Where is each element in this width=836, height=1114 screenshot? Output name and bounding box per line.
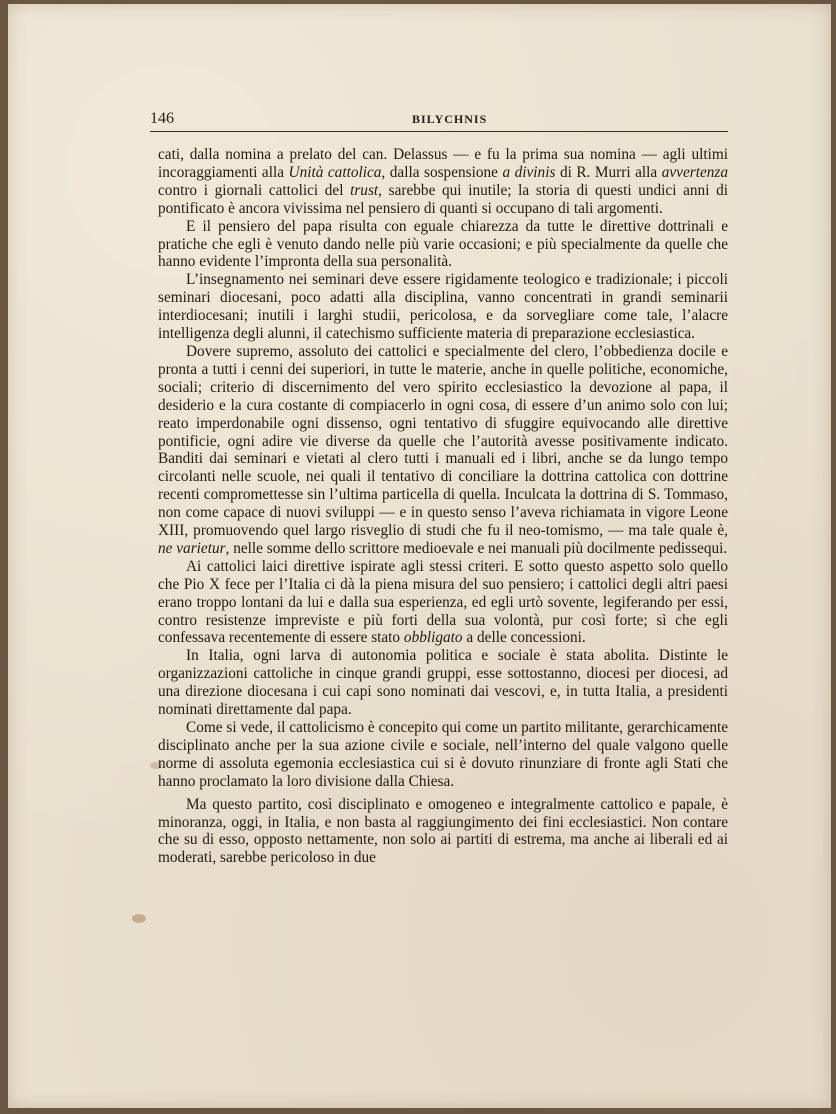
- text-run: , sarebbe qui inutile; la storia di questi undici anni di pontificato è ancora vivissima nel pensiero di quanti si occupano di tali argomenti.: [158, 181, 729, 217]
- text-run: L’insegnamento nei seminari deve essere rigidamente teologico e tradizionale; i piccoli seminari diocesani, poco adatti alla disciplina, vanno concentrati in grandi seminarii interdiocesani; inutili i larghi studii, pericolosa, e da sorvegliare come tale, l’alacre intelligenza degli alunni, il catechismo sufficiente materia di preparazione ecclesiastica.: [158, 271, 728, 343]
- paragraph: [158, 146, 728, 218]
- paragraph: [158, 343, 728, 558]
- page-header: [150, 110, 728, 130]
- paragraph: [158, 271, 728, 343]
- text-run: Dovere supremo, assoluto dei cattolici e specialmente del clero, l’obbedienza docile e pronta a tutti i cenni dei superiori, in tutte le materie, anche in quelle politiche, economiche, sociali; criterio di discernimento del vero spirito ecclesiastico la devozione al papa, il desiderio e la cura costante di compiacerlo in ogni cosa, di essere d’un animo solo con lui; reato imperdonabile ogni dissenso, ogni tentativo di sfuggire equivocando alle direttive pontificie, ogni adire vie diverse da quelle che l’autorità avesse positivamente indicato. Banditi dai seminari e vietati al clero tutti i manuali ed i libri, anche se da lungo tempo circolanti nelle scuole, nei quali il tentativo di conciliare la dottrina cattolica con dottrine recenti compromettesse sin l’ultima particella di quella. Inculcata la dottrina di S. Tommaso, non come capace di nuovi sviluppi — e in questo senso l’aveva richiamata in vigore Leone XIII, promuovendo quel largo risveglio di studi che fu il neo-tomismo, — ma tale quale è,: [158, 342, 728, 540]
- text-run: di R. Murri alla: [555, 163, 662, 181]
- italic-phrase: obbligato: [403, 629, 463, 647]
- text-run: contro i giornali cattolici del: [158, 181, 351, 199]
- paragraph: [158, 796, 728, 868]
- text-run: , nelle somme dello scrittore medioevale e nei manuali più docilmente pedissequi.: [225, 539, 728, 557]
- italic-phrase: a divinis: [502, 163, 556, 181]
- italic-phrase: Unità cattolica: [288, 163, 382, 181]
- text-run: Ma questo partito, così disciplinato e omogeneo e integralmente cattolico e papale, è minoranza, oggi, in Italia, e non basta al raggiungimento dei fini ecclesiastici. Non contare che su di esso, opposto nettamente, non solo ai partiti di estrema, ma anche ai liberali ed ai moderati, sarebbe pericoloso in due: [158, 795, 728, 867]
- paragraph: [158, 558, 728, 648]
- paragraph: [158, 218, 728, 272]
- text-run: , dalla sospensione: [381, 163, 503, 181]
- text-run: E il pensiero del papa risulta con eguale chiarezza da tutte le direttive dottrinali e pratiche che egli è venuto dando nelle più varie occasioni; e più specialmente da quelle che hanno evidente l’impronta della sua personalità.: [158, 217, 728, 271]
- italic-phrase: trust: [350, 181, 379, 199]
- text-run: Come si vede, il cattolicismo è concepito qui come un partito militante, gerarchicamente disciplinato anche per la sua azione civile e sociale, nell’interno del quale valgono quelle norme di assoluta egemonia ecclesiastica cui si è dovuto rinunziare di fronte agli Stati che hanno proclamato la loro divisione dalla Chiesa.: [158, 719, 729, 790]
- text-run: In Italia, ogni larva di autonomia politica e sociale è stata abolita. Distinte le organizzazioni cattoliche in cinque grandi gruppi, esse sottostanno, diocesi per diocesi, ad una direzione diocesana i cui capi sono nominati dai vescovi, e, in tutta Italia, a presidenti nominati direttamente dal papa.: [158, 647, 728, 719]
- paragraph: [158, 647, 728, 719]
- ink-smudge: [132, 914, 146, 923]
- header-rule: [150, 131, 728, 132]
- italic-phrase: avvertenza: [661, 163, 728, 181]
- text-run: Ai cattolici laici direttive ispirate agli stessi criteri. E sotto questo aspetto solo quello che Pio X fece per l’Italia ci dà la piena misura del suo pensiero; i cattolici degli altri paesi erano troppo lontani da lui e dalla sua esperienza, ed egli urtò sovente, legiferando per essi, contro resistenze impreviste e più forti della sua volontà, pur così forte; sì che egli confessava recentemente di essere stato: [158, 557, 728, 647]
- page-number: 146: [150, 110, 174, 127]
- text-run: a delle concessioni.: [462, 629, 586, 647]
- italic-phrase: ne varietur: [158, 539, 226, 557]
- paragraph: [158, 719, 728, 791]
- body-text: [158, 146, 728, 867]
- text-run: cati, dalla nomina a prelato del can. Delassus — e fu la prima sua nomina — agli ultimi incoraggiamenti alla: [158, 146, 728, 181]
- running-head: BILYCHNIS: [412, 112, 488, 126]
